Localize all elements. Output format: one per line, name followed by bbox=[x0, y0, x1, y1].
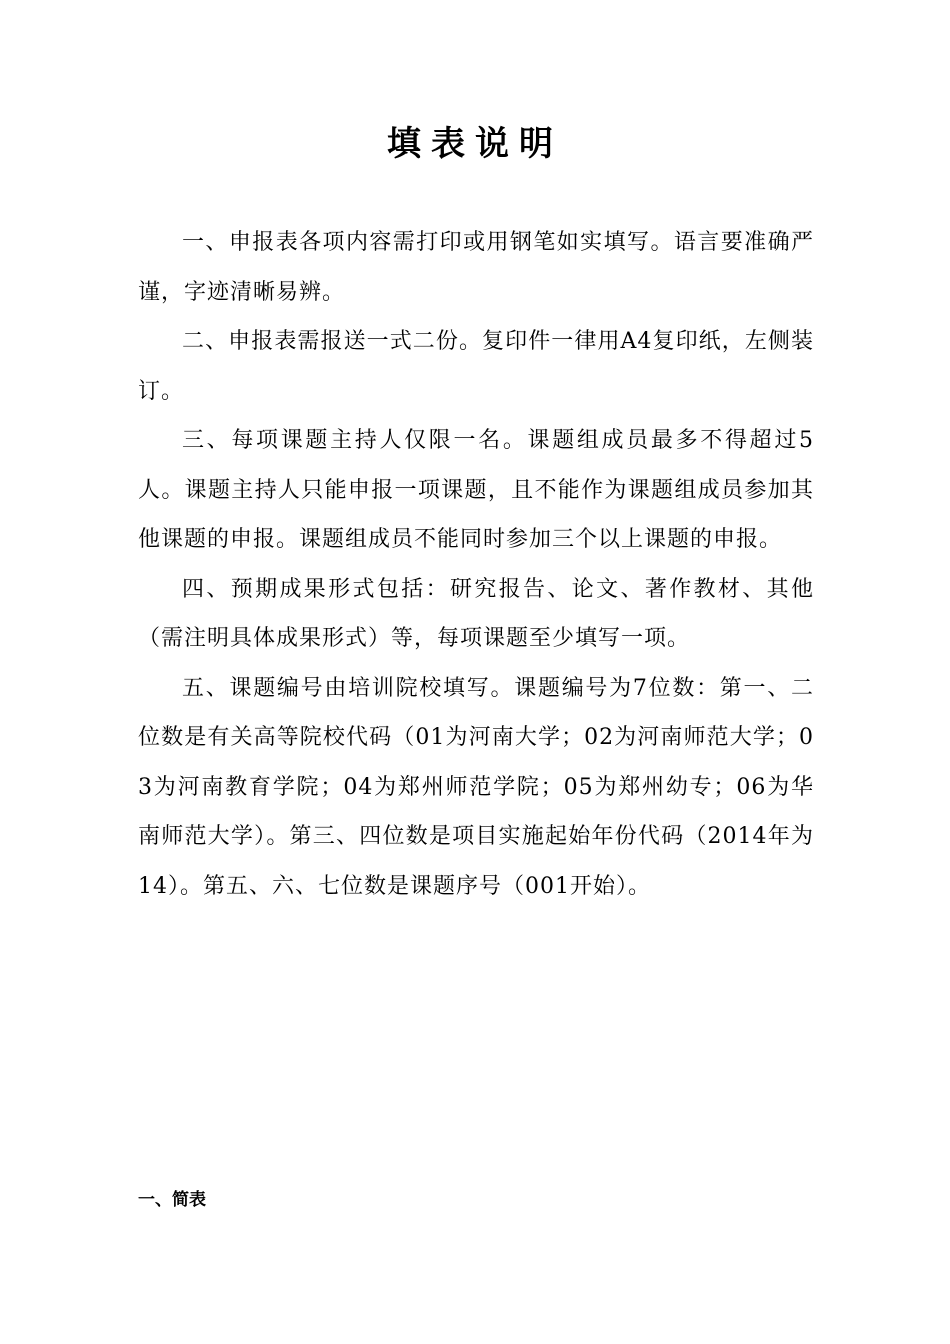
instruction-paragraph-2: 二、申报表需报送一式二份。复印件一律用A4复印纸，左侧装订。 bbox=[138, 329, 814, 404]
instruction-paragraph-5: 五、课题编号由培训院校填写。课题编号为7位数：第一、二位数是有关高等院校代码（01为河南大学；02为河南师范大学；03为河南教育学院；04为郑州师范学院；05为郑州幼专；06为华南师范大学）。第三、四位数是项目实施起始年份代码（2014年为14）。第五、六、七位数是课题序号（001开始）。 bbox=[138, 675, 814, 899]
instruction-paragraph-1: 一、申报表各项内容需打印或用钢笔如实填写。语言要准确严谨，字迹清晰易辨。 bbox=[138, 230, 814, 305]
instruction-paragraph-4: 四、预期成果形式包括：研究报告、论文、著作教材、其他（需注明具体成果形式）等，每项课题至少填写一项。 bbox=[138, 576, 814, 651]
instruction-paragraph-3: 三、每项课题主持人仅限一名。课题组成员最多不得超过5人。课题主持人只能申报一项课题，且不能作为课题组成员参加其他课题的申报。课题组成员不能同时参加三个以上课题的申报。 bbox=[138, 428, 814, 552]
section-heading: 一、简表 bbox=[138, 1190, 206, 1210]
page-title: 填表说明 bbox=[387, 124, 563, 164]
instructions-body bbox=[138, 218, 814, 911]
